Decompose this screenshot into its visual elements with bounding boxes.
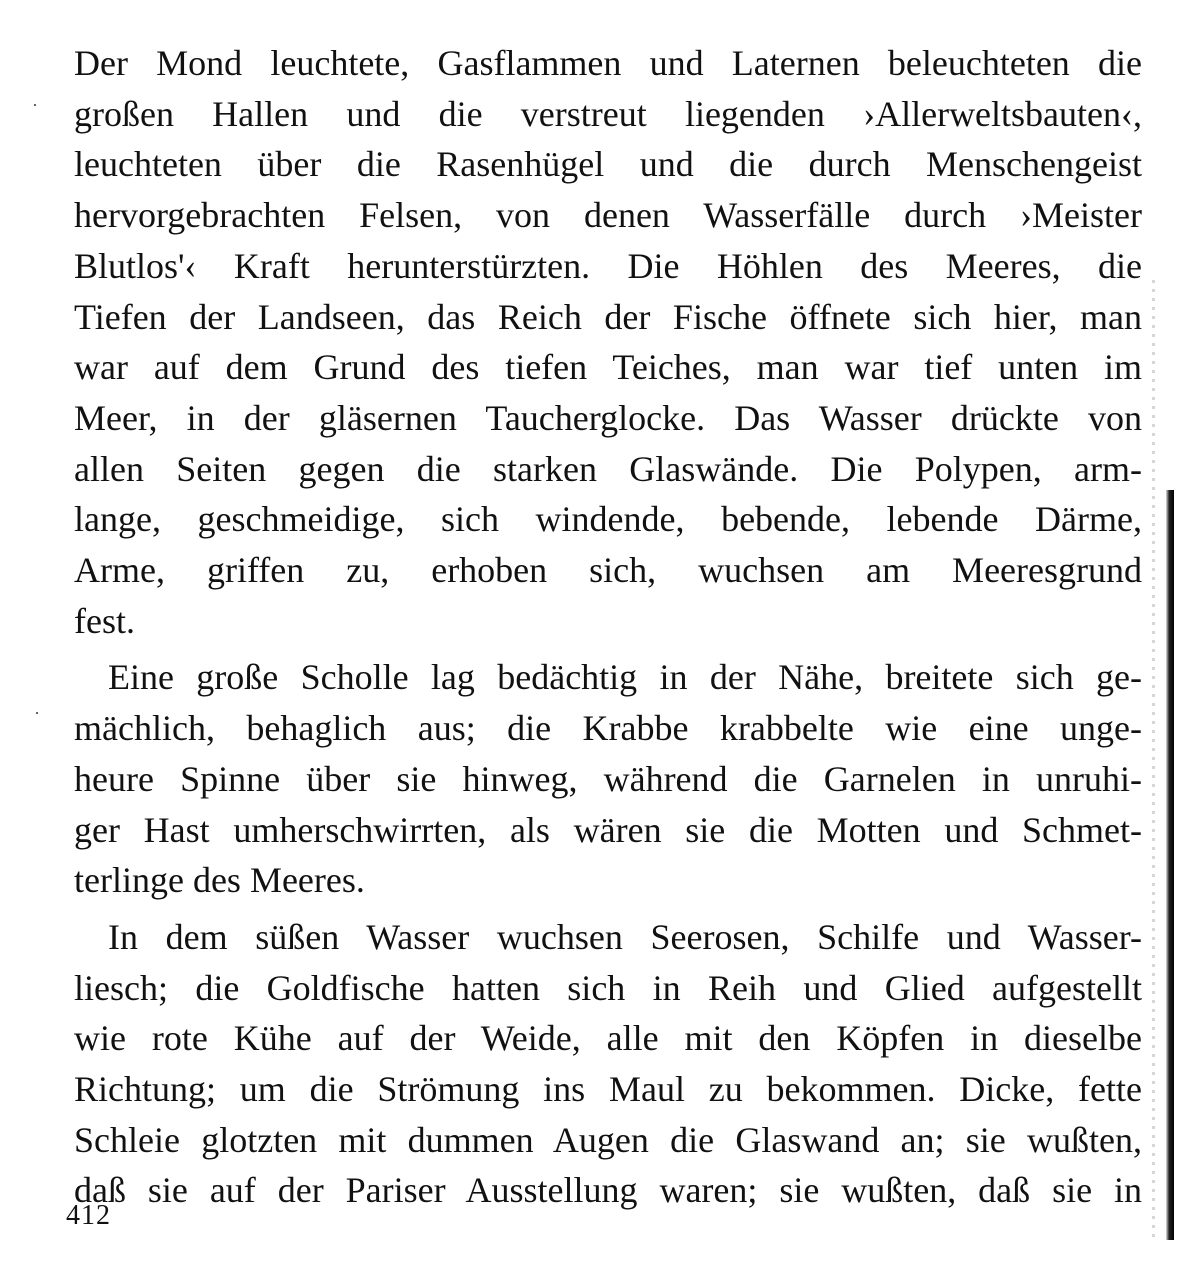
text-line: heure Spinne über sie hinweg, während die Garnelen in unruhi- [74, 758, 1142, 799]
text-line: daß sie auf der Pariser Ausstellung waren; sie wußten, daß sie in [74, 1170, 1142, 1211]
text-line: In dem süßen Wasser wuchsen Seerosen, Schilfe und Wasser- [108, 916, 1142, 957]
body-text [74, 38, 1142, 1216]
scan-binding-edge [1166, 490, 1174, 1240]
scan-speck [34, 104, 36, 106]
text-line: allen Seiten gegen die starken Glaswände. Die Polypen, arm- [74, 448, 1142, 489]
text-line: Schleie glotzten mit dummen Augen die Glaswand an; sie wußten, [74, 1119, 1142, 1160]
text-line: Der Mond leuchtete, Gasflammen und Laternen beleuchteten die [74, 43, 1142, 83]
text-line: terlinge des Meeres. [74, 860, 365, 901]
text-line: Arme, griffen zu, erhoben sich, wuchsen am Meeresgrund [74, 550, 1142, 591]
text-line: großen Hallen und die verstreut liegenden ›Allerweltsbauten‹, [74, 93, 1142, 134]
text-line: Eine große Scholle lag bedächtig in der Nähe, breitete sich ge- [108, 657, 1142, 698]
text-line: leuchteten über die Rasenhügel und die durch Menschengeist [74, 144, 1142, 185]
text-line: wie rote Kühe auf der Weide, alle mit den Köpfen in dieselbe [74, 1018, 1142, 1059]
paragraph-1 [74, 38, 1142, 646]
text-line: fest. [74, 600, 135, 641]
text-line: Tiefen der Landseen, das Reich der Fische öffnete sich hier, man [74, 296, 1142, 337]
text-line: war auf dem Grund des tiefen Teiches, man war tief unten im [74, 347, 1142, 388]
text-line: liesch; die Goldfische hatten sich in Reih und Glied aufgestellt [74, 967, 1142, 1008]
text-line: ger Hast umherschwirrten, als wären sie die Motten und Schmet- [74, 809, 1142, 850]
text-line: hervorgebrachten Felsen, von denen Wasserfälle durch ›Meister [74, 195, 1142, 236]
text-line: lange, geschmeidige, sich windende, bebende, lebende Därme, [74, 499, 1142, 540]
paragraph-2 [74, 652, 1142, 906]
text-line: Meer, in der gläsernen Taucherglocke. Das Wasser drückte von [74, 397, 1142, 438]
page-number: 412 [66, 1200, 111, 1231]
scan-speck [36, 712, 38, 714]
scan-edge-shadow [1152, 280, 1155, 1240]
text-line: mächlich, behaglich aus; die Krabbe krabbelte wie eine unge- [74, 708, 1142, 749]
paragraph-3 [74, 912, 1142, 1216]
text-line: Richtung; um die Strömung ins Maul zu bekommen. Dicke, fette [74, 1069, 1142, 1110]
text-line: Blutlos'‹ Kraft herunterstürzten. Die Höhlen des Meeres, die [74, 245, 1142, 286]
